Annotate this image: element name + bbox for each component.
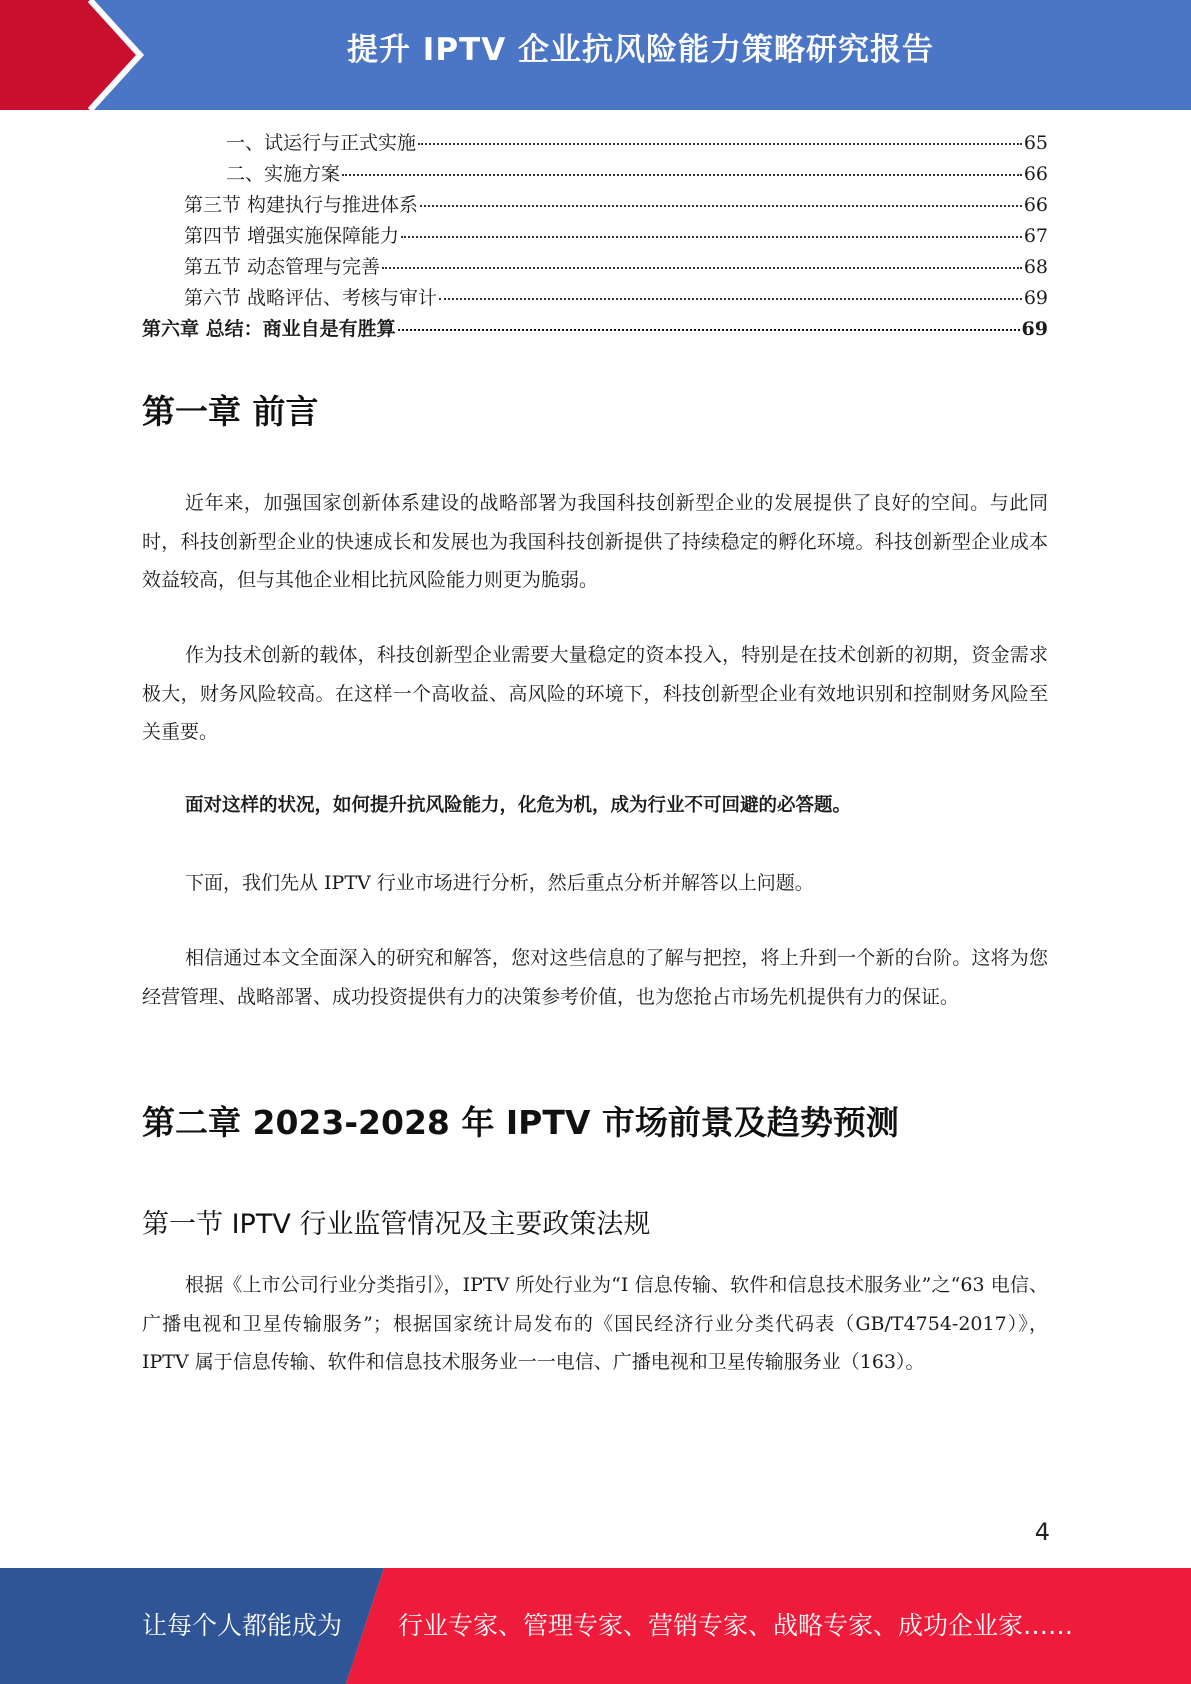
toc-entry[interactable] [142,283,1048,314]
page-footer [0,1568,1191,1684]
toc-entry-text: 第五节 动态管理与完善 [184,256,381,278]
table-of-contents [142,128,1048,345]
toc-leader-dots [418,143,1022,145]
footer-slogan-left: 让每个人都能成为 [142,1611,343,1640]
toc-page-number: 68 [1023,256,1048,278]
toc-page-number: 66 [1023,194,1048,216]
chapter-2-heading: 第二章 2023-2028 年 IPTV 市场前景及趋势预测 [142,1103,899,1142]
report-title: 提升 IPTV 企业抗风险能力策略研究报告 [347,32,934,68]
toc-entry-text: 第六节 战略评估、考核与审计 [184,287,438,309]
section-1-heading: 第一节 IPTV 行业监管情况及主要政策法规 [142,1209,651,1240]
bold-paragraph: 面对这样的状况，如何提升抗风险能力，化危为机，成为行业不可回避的必答题。 [185,795,852,816]
toc-entry[interactable] [142,128,1048,159]
body-paragraph: 根据《上市公司行业分类指引》，IPTV 所处行业为“I 信息传输、软件和信息技术服务业”之“63 电信、广播电视和卫星传输服务”；根据国家统计局发布的《国民经济行业分类代码表（GB/T4754-2017）》，IPTV 属于信息传输、软件和信息技术服务业一一电信、广播电视和卫星传输服务业（163）。 [142,1274,1048,1373]
toc-leader-dots [401,236,1022,238]
toc-entry-text: 第六章 总结：商业自是有胜算 [142,318,396,340]
toc-entry[interactable] [142,252,1048,283]
toc-entry-chapter[interactable] [142,314,1048,345]
toc-entry-text: 第三节 构建执行与推进体系 [184,194,419,216]
toc-leader-dots [420,205,1022,207]
toc-leader-dots [398,329,1020,331]
toc-entry-text: 二、实施方案 [226,163,341,185]
toc-leader-dots [382,267,1022,269]
toc-entry-text: 一、试运行与正式实施 [226,132,417,154]
toc-page-number: 69 [1021,318,1048,340]
toc-leader-dots [439,298,1022,300]
body-paragraph: 相信通过本文全面深入的研究和解答，您对这些信息的了解与把控，将上升到一个新的台阶。这将为您经营管理、战略部署、成功投资提供有力的决策参考价值，也为您抢占市场先机提供有力的保证。 [142,947,1048,1008]
page-number: 4 [1034,1518,1050,1546]
body-paragraph: 近年来，加强国家创新体系建设的战略部署为我国科技创新型企业的发展提供了良好的空间。与此同时，科技创新型企业的快速成长和发展也为我国科技创新提供了持续稳定的孵化环境。科技创新型企业成本效益较高，但与其他企业相比抗风险能力则更为脆弱。 [142,492,1048,591]
toc-page-number: 69 [1023,287,1048,309]
toc-page-number: 65 [1023,132,1048,154]
page-header [0,0,1191,110]
toc-page-number: 66 [1023,163,1048,185]
toc-entry[interactable] [142,221,1048,252]
toc-entry-text: 第四节 增强实施保障能力 [184,225,400,247]
body-paragraph: 作为技术创新的载体，科技创新型企业需要大量稳定的资本投入，特别是在技术创新的初期，资金需求极大，财务风险较高。在这样一个高收益、高风险的环境下，科技创新型企业有效地识别和控制财务风险至关重要。 [142,644,1048,743]
toc-page-number: 67 [1023,225,1048,247]
body-paragraph: 下面，我们先从 IPTV 行业市场进行分析，然后重点分析并解答以上问题。 [185,872,814,894]
footer-slogan-right: 行业专家、管理专家、营销专家、战略专家、成功企业家…… [398,1611,1074,1640]
toc-leader-dots [342,174,1022,176]
toc-entry[interactable] [142,159,1048,190]
toc-entry[interactable] [142,190,1048,221]
chapter-1-heading: 第一章 前言 [142,392,319,431]
